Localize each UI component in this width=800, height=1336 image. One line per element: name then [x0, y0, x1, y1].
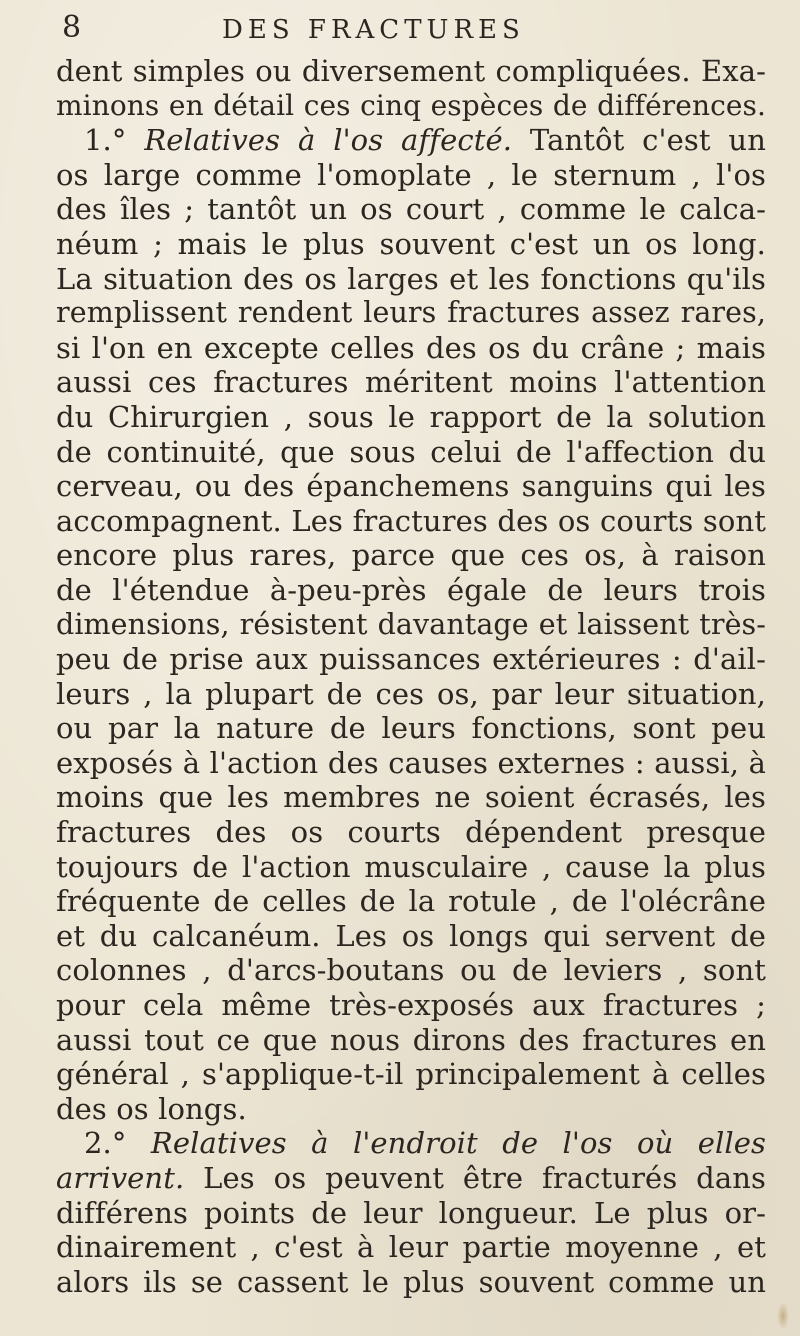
line-text: de l'étendue à-peu-près égale de leurs trois	[56, 572, 766, 607]
text-line	[56, 400, 766, 435]
line-text: cerveau, ou des épanchemens sanguins qui les	[56, 469, 766, 504]
text-line	[56, 711, 766, 746]
ink-smudge	[777, 1302, 789, 1330]
line-text: moins que les membres ne soient écrasés, les	[56, 780, 766, 815]
text-line	[56, 1057, 766, 1092]
text-line	[56, 919, 766, 954]
line-text: minons en détail ces cinq espèces de différences.	[56, 88, 766, 122]
text-line	[56, 1092, 766, 1127]
line-prefix: 1.°	[84, 123, 145, 158]
text-line	[56, 642, 766, 677]
text-line	[56, 192, 766, 227]
running-title: DES FRACTURES	[222, 15, 525, 45]
body-text	[56, 54, 766, 1299]
line-text: colonnes , d'arcs-boutans ou de leviers , sont	[56, 953, 766, 988]
text-line	[56, 1265, 766, 1300]
running-head	[0, 8, 800, 48]
line-text: et du calcanéum. Les os longs qui servent de	[56, 918, 766, 953]
line-text: dinairement , c'est à leur partie moyenne , et	[56, 1230, 766, 1265]
text-line	[56, 815, 766, 850]
line-text: aussi tout ce que nous dirons des fractures en	[56, 1022, 766, 1057]
line-text: alors ils se cassent le plus souvent comme un	[56, 1264, 766, 1299]
line-text: leurs , la plupart de ces os, par leur situation,	[56, 676, 766, 711]
text-line	[56, 158, 766, 193]
italic-heading: Relatives à l'os affecté.	[144, 123, 513, 158]
line-text: fréquente de celles de la rotule , de l'olécrâne	[56, 884, 766, 919]
text-line	[56, 262, 766, 297]
line-text: peu de prise aux puissances extérieures : d'ail-	[56, 642, 766, 677]
text-line	[56, 1023, 766, 1058]
line-text: dimensions, résistent davantage et laissent très-	[56, 607, 766, 641]
line-text: Tantôt c'est un	[512, 123, 766, 158]
text-line	[56, 1126, 766, 1161]
line-text: aussi ces fractures méritent moins l'attention	[56, 365, 766, 400]
line-text: toujours de l'action musculaire , cause la plus	[56, 849, 766, 884]
text-line	[56, 227, 766, 262]
text-line	[56, 884, 766, 919]
italic-heading: arrivent.	[56, 1161, 185, 1195]
text-line	[56, 780, 766, 815]
line-text: dent simples ou diversement compliquées. Exa-	[56, 54, 766, 88]
page-number: 8	[62, 10, 82, 45]
line-text: remplissent rendent leurs fractures assez rares,	[56, 296, 766, 330]
line-text: des os longs.	[56, 1091, 247, 1126]
line-text: du Chirurgien , sous le rapport de la solution	[56, 399, 766, 434]
line-prefix: 2.°	[84, 1126, 151, 1161]
text-line	[56, 54, 766, 89]
italic-heading: Relatives à l'endroit de l'os où elles	[150, 1126, 766, 1161]
text-line	[56, 677, 766, 712]
line-text: accompagnent. Les fractures des os courts sont	[56, 503, 766, 538]
line-text: fractures des os courts dépendent presque	[56, 815, 766, 850]
text-line	[56, 1230, 766, 1265]
text-line	[56, 504, 766, 539]
line-text: exposés à l'action des causes externes : aussi, à	[56, 745, 766, 780]
text-line	[56, 953, 766, 988]
text-line	[56, 296, 766, 331]
line-text: Les os peuvent être fracturés dans	[184, 1161, 766, 1195]
line-text: os large comme l'omoplate , le sternum , l'os	[56, 157, 766, 192]
line-text: encore plus rares, parce que ces os, à raison	[56, 538, 766, 573]
line-text: néum ; mais le plus souvent c'est un os long.	[56, 226, 766, 261]
text-line	[56, 469, 766, 504]
text-line	[56, 1161, 766, 1196]
text-line	[56, 573, 766, 608]
line-text: ou par la nature de leurs fonctions, sont peu	[56, 711, 766, 746]
text-line	[56, 608, 766, 643]
line-text: général , s'applique-t-il principalement à celles	[56, 1057, 766, 1092]
line-text: pour cela même très-exposés aux fractures ;	[56, 988, 766, 1023]
text-line	[56, 1196, 766, 1231]
line-text: des îles ; tantôt un os court , comme le calca-	[56, 192, 766, 227]
text-line	[56, 435, 766, 470]
text-line	[56, 365, 766, 400]
text-line	[56, 988, 766, 1023]
text-line	[56, 538, 766, 573]
line-text: différens points de leur longueur. Le plus or-	[56, 1195, 766, 1230]
text-line	[56, 123, 766, 158]
line-text: La situation des os larges et les fonctions qu'ils	[56, 261, 766, 296]
text-line	[56, 850, 766, 885]
text-line	[56, 331, 766, 366]
line-text: si l'on en excepte celles des os du crâne ; mais	[56, 330, 766, 365]
line-text: de continuité, que sous celui de l'affection du	[56, 434, 766, 469]
text-line	[56, 89, 766, 124]
text-line	[56, 746, 766, 781]
